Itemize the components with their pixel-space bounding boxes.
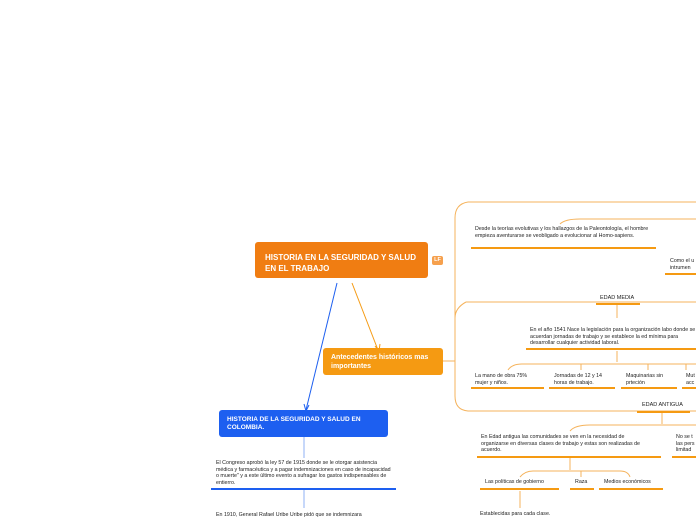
item-underline	[672, 456, 696, 458]
edad-antigua-underline	[637, 411, 690, 413]
colombia-item-1910[interactable]: En 1910, General Rafael Uribe Uribe pidó que se indemnizara	[216, 512, 362, 518]
item-underline	[570, 488, 594, 490]
edad-antigua-title[interactable]: EDAD ANTIGUA	[642, 402, 683, 408]
edad-media-item-mut[interactable]: Mut acc	[686, 373, 695, 386]
item-underline	[682, 387, 696, 389]
item-underline	[549, 387, 615, 389]
central-topic-label: HISTORIA EN LA SEGURIDAD Y SALUD EN EL TRABAJO	[265, 253, 416, 273]
central-topic[interactable]	[255, 242, 428, 278]
edad-antigua-side-topic[interactable]: No se t las pers limitad	[676, 434, 695, 454]
edad-media-topic-underline	[526, 348, 696, 350]
edad-antigua-topic-underline	[477, 456, 661, 458]
edad-antigua-item-raza[interactable]: Raza	[575, 479, 588, 485]
colombia-item-ley57[interactable]: El Congreso aprobó la ley 57 de 1915 donde se le otorgar asistencia médica y farmacéutica y a pagar indemnizaciones en caso de incapacidad o muerte" y a este último evento a sufragar los gastos indispensables de entierro.	[216, 460, 391, 486]
edad-antigua-sub-clases[interactable]: Establecidas para cada clase.	[480, 511, 551, 517]
edad-media-topic[interactable]: En el año 1541 Nace la legislación para la organización labo donde se acuerdan jornadas de trabajo y se establece la ed mínima para desarrollar cualquier actividad laboral.	[530, 327, 696, 347]
item-underline	[471, 387, 544, 389]
antecedentes-label: Antecedentes históricos mas importantes	[331, 354, 429, 370]
colombia-label: HISTORIA DE LA SEGURIDAD Y SALUD EN COLOMBIA.	[227, 416, 361, 431]
colombia-item-underline	[211, 488, 396, 490]
antecedentes-node[interactable]	[323, 348, 443, 375]
edad-antigua-topic[interactable]: En Edad antigua las comunidades se ven en la necesidad de organizarse en diversas clases de trabajo y estas son realizadas de acuerdo.	[481, 434, 640, 454]
colombia-node[interactable]	[219, 410, 388, 437]
author-badge: LF	[432, 256, 443, 265]
edad-media-title[interactable]: EDAD MEDIA	[600, 295, 635, 301]
evolution-underline	[471, 247, 656, 249]
item-underline	[480, 488, 559, 490]
edad-media-item-mano-obra[interactable]: La mano de obra 75% mujer y niños.	[475, 373, 528, 386]
edad-media-item-jornadas[interactable]: Jornadas de 12 y 14 horas de trabajo.	[554, 373, 603, 386]
edad-media-item-maquinarias[interactable]: Maquinarias sin prteción	[626, 373, 664, 386]
edad-antigua-item-medios[interactable]: Medios económicos	[604, 479, 651, 485]
tools-underline	[665, 273, 696, 275]
edad-media-underline	[596, 303, 640, 305]
item-underline	[599, 488, 663, 490]
evolution-topic[interactable]: Desde la teorías evolutivas y los hallazgos de la Paleontología, el hombre empieza aventurarse se veobligado a evolucionar al Homo-sapiens.	[475, 226, 649, 239]
edad-antigua-item-politicas[interactable]: Las políticas de gobierno	[485, 479, 544, 485]
item-underline	[621, 387, 677, 389]
tools-topic[interactable]: Como el u intrumen	[670, 258, 695, 271]
